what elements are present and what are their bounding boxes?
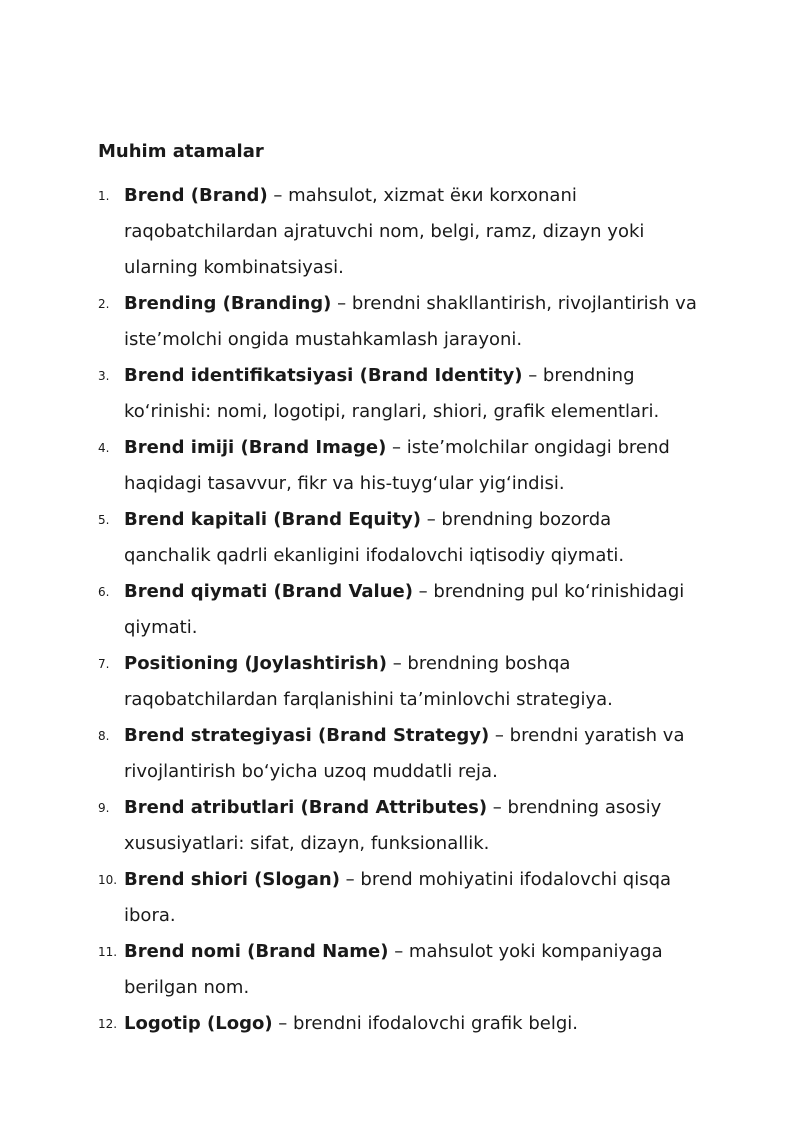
item-number: 7. (98, 657, 110, 671)
term-definition: – mahsulot, xizmat ёки korxonani raqobatchilardan ajratuvchi nom, belgi, ramz, dizayn yoki ularning kombinatsiyasi. (124, 185, 645, 278)
item-number: 10. (98, 873, 118, 887)
term-name: Brend qiymati (Brand Value) (124, 581, 413, 602)
term-name: Brend identifikatsiyasi (Brand Identity) (124, 365, 523, 386)
term-list-item (98, 286, 698, 358)
item-number: 9. (98, 801, 110, 815)
term-definition: – brendning ko‘rinishi: nomi, logotipi, ranglari, shiori, grafik elementlari. (124, 365, 660, 422)
item-number: 12. (98, 1017, 118, 1031)
term-name: Brend nomi (Brand Name) (124, 941, 389, 962)
term-list-item (98, 1006, 698, 1042)
item-number: 6. (98, 585, 110, 599)
term-definition: – brendni shakllantirish, rivojlantirish va iste’molchi ongida mustahkamlash jarayoni. (124, 293, 697, 350)
term-list-item (98, 790, 698, 862)
term-list-item (98, 430, 698, 502)
item-number: 1. (98, 189, 110, 203)
term-definition: – brendning bozorda qanchalik qadrli ekanligini ifodalovchi iqtisodiy qiymati. (124, 509, 625, 566)
section-heading: Muhim atamalar (98, 141, 264, 162)
item-number: 4. (98, 441, 110, 455)
term-name: Brend (Brand) (124, 185, 268, 206)
term-name: Logotip (Logo) (124, 1013, 273, 1034)
item-number: 5. (98, 513, 110, 527)
item-number: 3. (98, 369, 110, 383)
term-list-item (98, 574, 698, 646)
term-definition: – mahsulot yoki kompaniyaga berilgan nom. (124, 941, 663, 998)
term-definition: – brendning asosiy xususiyatlari: sifat, dizayn, funksionallik. (124, 797, 662, 854)
term-definition: – brend mohiyatini ifodalovchi qisqa ibora. (124, 869, 672, 926)
term-name: Brending (Branding) (124, 293, 332, 314)
term-definition: – brendni yaratish va rivojlantirish bo‘yicha uzoq muddatli reja. (124, 725, 685, 782)
term-list-item (98, 646, 698, 718)
term-list-item (98, 178, 698, 286)
term-definition: – brendning boshqa raqobatchilardan farqlanishini ta’minlovchi strategiya. (124, 653, 613, 710)
item-number: 2. (98, 297, 110, 311)
term-definition: – brendni ifodalovchi grafik belgi. (272, 1013, 578, 1034)
term-list-item (98, 502, 698, 574)
term-definition: – iste’molchilar ongidagi brend haqidagi tasavvur, fikr va his-tuyg‘ular yig‘indisi. (124, 437, 670, 494)
terms-list (98, 178, 698, 1042)
item-number: 8. (98, 729, 110, 743)
term-name: Brend kapitali (Brand Equity) (124, 509, 421, 530)
term-name: Positioning (Joylashtirish) (124, 653, 387, 674)
term-list-item (98, 718, 698, 790)
term-list-item (98, 358, 698, 430)
term-name: Brend atributlari (Brand Attributes) (124, 797, 488, 818)
item-number: 11. (98, 945, 118, 959)
term-name: Brend imiji (Brand Image) (124, 437, 387, 458)
term-name: Brend shiori (Slogan) (124, 869, 340, 890)
term-definition: – brendning pul ko‘rinishidagi qiymati. (124, 581, 685, 638)
term-list-item (98, 862, 698, 934)
term-list-item (98, 934, 698, 1006)
term-name: Brend strategiyasi (Brand Strategy) (124, 725, 490, 746)
